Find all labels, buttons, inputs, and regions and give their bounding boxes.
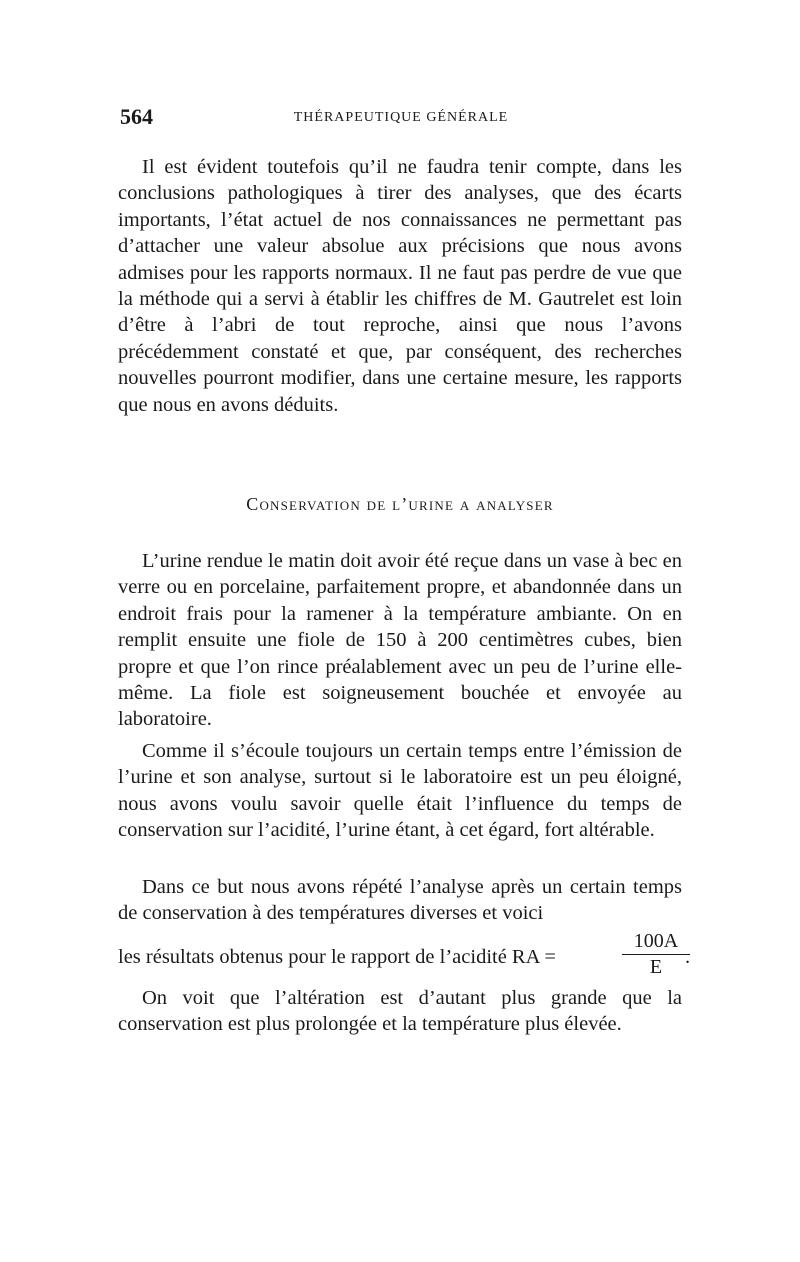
- fraction-numerator: 100A: [622, 930, 690, 955]
- acidity-ratio-fraction: [622, 930, 690, 979]
- section-title: Conservation de l’urine a analyser: [246, 494, 554, 514]
- paragraph-intro: Il est évident toutefois qu’il ne faudra tenir compte, dans les conclusions pathologiques à tirer des analyses, que des écarts importants, l’état actuel de nos connaissances ne permettant pas d’attacher une valeur absolue aux précisions que nous avons admises pour les rapports normaux. Il ne faut pas perdre de vue que la méthode qui a servi à établir les chiffres de M. Gautrelet est loin d’être à l’abri de tout reproche, ainsi que nous l’avons précédemment constaté et que, par conséquent, des recherches nouvelles pourront modifier, dans une certaine mesure, les rapports que nous en avons déduits.: [118, 156, 682, 416]
- paragraph-experiment: Dans ce but nous avons répété l’analyse après un certain temps de conservation à des températures diverses et voici: [118, 876, 682, 925]
- formula-text: les résultats obtenus pour le rapport de l’acidité RA =: [118, 946, 556, 968]
- page-number: 564: [120, 104, 153, 129]
- running-title: THÉRAPEUTIQUE GÉNÉRALE: [293, 110, 509, 125]
- page-header: [120, 104, 682, 134]
- paragraph-urine-collection: L’urine rendue le matin doit avoir été reçue dans un vase à bec en verre ou en porcelaine, parfaitement propre, et abandonnée dans un endroit frais pour la ramener à la température ambiante. On en remplit ensuite une fiole de 150 à 200 centimètres cubes, bien propre et que l’on rince préalablement avec un peu de l’urine elle-même. La fiole est soigneusement bouchée et envoyée au laboratoire.: [118, 550, 682, 731]
- paragraph-conclusion: On voit que l’altération est d’autant plus grande que la conservation est plus prolongée et la température plus élevée.: [118, 987, 682, 1036]
- fraction-denominator: E: [649, 956, 663, 978]
- formula-line: [118, 930, 691, 980]
- paragraph-conservation-time: Comme il s’écoule toujours un certain temps entre l’émission de l’urine et son analyse, surtout si le laboratoire est un peu éloigné, nous avons voulu savoir quelle était l’influence du temps de conservation sur l’acidité, l’urine étant, à cet égard, fort altérable.: [118, 740, 682, 842]
- formula-period: .: [685, 946, 691, 968]
